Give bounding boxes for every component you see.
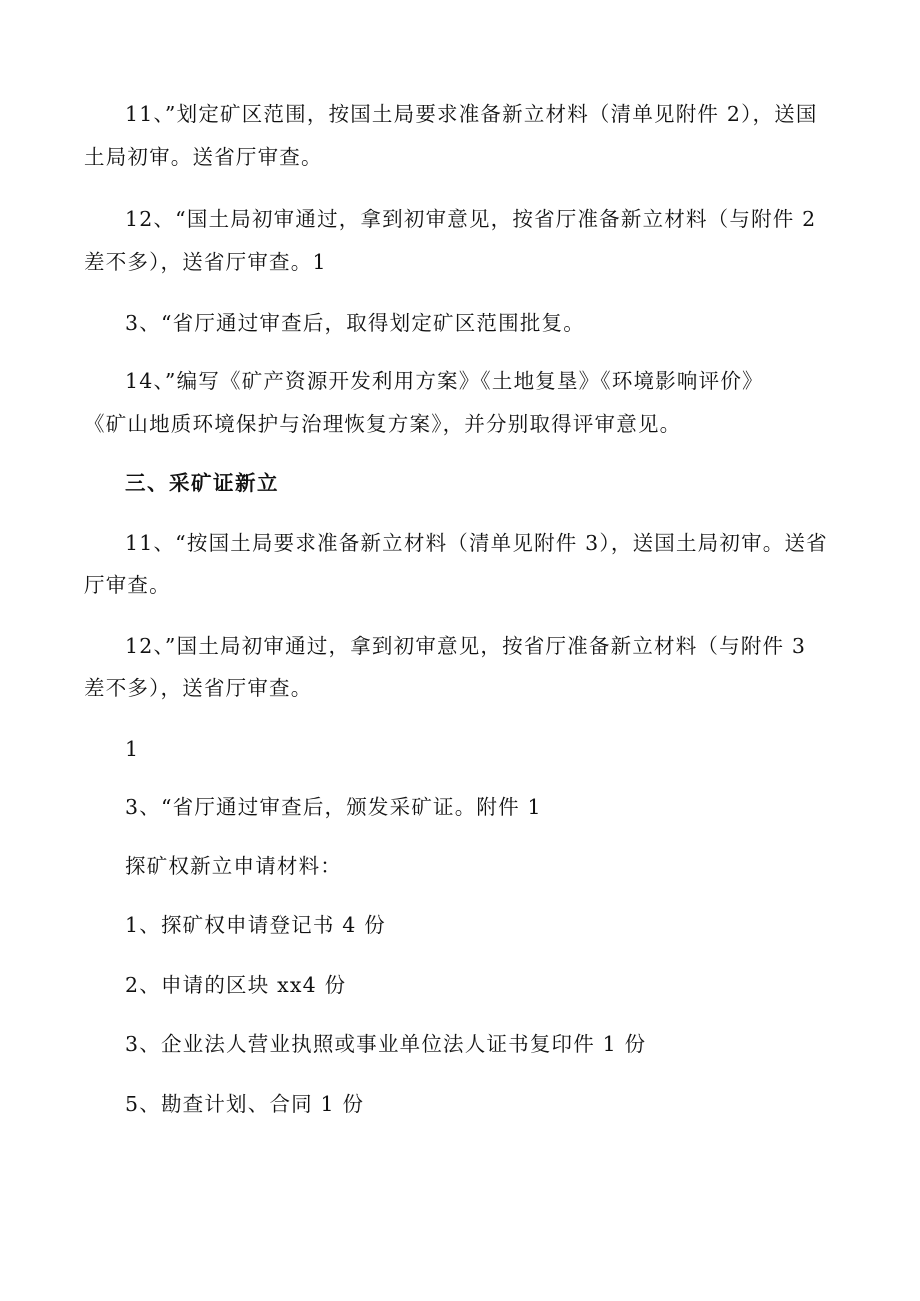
mining-para-12-line-1: 12、”国土局初审通过，拿到初审意见，按省厅准备新立材料（与附件 3: [125, 634, 807, 658]
para-11-line-2: 土局初审。送省厅审查。: [84, 145, 323, 169]
list-item-2: 2、申请的区块 xx4 份: [125, 973, 347, 997]
page-number-fragment: 1: [125, 737, 140, 761]
mining-para-11-line-1: 11、“按国土局要求准备新立材料（清单见附件 3），送国土局初审。送省: [125, 531, 828, 555]
mining-para-11-line-2: 厅审查。: [84, 573, 171, 597]
section-heading: 三、采矿证新立: [125, 471, 279, 495]
list-item-3: 3、企业法人营业执照或事业单位法人证书复印件 1 份: [125, 1032, 647, 1056]
appendix-title: 探矿权新立申请材料：: [125, 854, 342, 878]
para-12-line-2: 差不多），送省厅审查。1: [84, 250, 327, 274]
mining-para-3-line: 3、“省厅通过审查后，颁发采矿证。附件 1: [125, 795, 542, 819]
para-11-line-1: 11、”划定矿区范围，按国土局要求准备新立材料（清单见附件 2），送国: [125, 102, 818, 126]
para-14-line-2: 《矿山地质环境保护与治理恢复方案》，并分别取得评审意见。: [84, 412, 682, 436]
list-item-1: 1、探矿权申请登记书 4 份: [125, 913, 386, 937]
para-12-line-1: 12、“国土局初审通过，拿到初审意见，按省厅准备新立材料（与附件 2: [125, 207, 817, 231]
mining-para-12-line-2: 差不多），送省厅审查。: [84, 676, 313, 700]
list-item-5: 5、勘查计划、合同 1 份: [125, 1092, 365, 1116]
para-14-line-1: 14、”编写《矿产资源开发利用方案》《土地复垦》《环境影响评价》: [125, 369, 764, 393]
para-3-line: 3、“省厅通过审查后，取得划定矿区范围批复。: [125, 311, 585, 335]
